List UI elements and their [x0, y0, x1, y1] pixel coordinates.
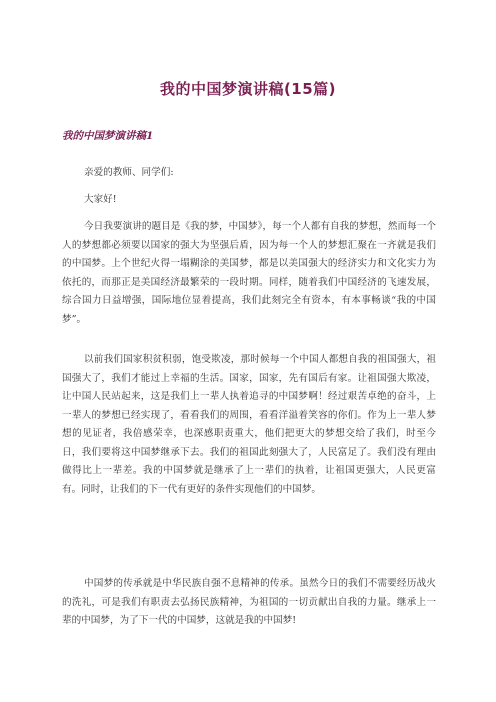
section-heading: 我的中国梦演讲稿1 — [62, 130, 154, 142]
paragraph-1 — [62, 218, 436, 329]
document-title: 我的中国梦演讲稿(15篇) — [159, 80, 337, 98]
paragraph-text: 中国梦的传承就是中华民族自强不息精神的传承。虽然今日的我们不需要经历战火的洗礼，可是我们有职责去弘扬民族精神，为祖国的一切贡献出自我的力量。继承上一辈的中国梦，为了下一代的中国梦，这就是我的中国梦! — [62, 578, 436, 626]
paragraph-3 — [62, 575, 436, 631]
paragraph-text: 以前我们国家积贫积弱，饱受欺凌，那时候每一个中国人都想自我的祖国强大，祖国强大了，我们才能过上幸福的生活。国家，国家，先有国后有家。让祖国强大欺凌，让中国人民站起来，这是我们上一辈人执着追寻的中国梦啊！经过艰苦卓绝的奋斗，上一辈人的梦想已经实现了，看看我们的周围，看看洋溢着笑容的你们。作为上一辈人梦想的见证者，我倍感荣幸，也深感职责重大，他们把更大的梦想交给了我们，时至今日，我们要将这中国梦继承下去。我们的祖国此刻强大了，人民富足了。我们没有理由做得比上一辈差。我的中国梦就是继承了上一辈们的执着，让祖国更强大，人民更富有。同时，让我们的下一代有更好的条件实现他们的中国梦。 — [62, 354, 436, 495]
paragraph-text: 今日我要演讲的题目是《我的梦，中国梦》，每一个人都有自我的梦想，然而每一个人的梦想都必须要以国家的强大为坚强后盾，因为每一个人的梦想汇聚在一齐就是我们的中国梦。上个世纪火得一塌糊涂的美国梦，都是以美国强大的经济实力和文化实力为依托的，而那正是美国经济最繁荣的一段时期。同样，随着我们中国经济的飞速发展，综合国力日益增强，国际地位显着提高，我们此刻完全有资本，有本事畅谈“我的中国梦”。 — [62, 221, 436, 325]
salutation-text: 亲爱的教师、同学们: — [84, 167, 174, 178]
salutation — [62, 164, 436, 183]
greeting-text: 大家好! — [84, 194, 117, 205]
greeting — [62, 191, 436, 210]
paragraph-2 — [62, 351, 436, 499]
